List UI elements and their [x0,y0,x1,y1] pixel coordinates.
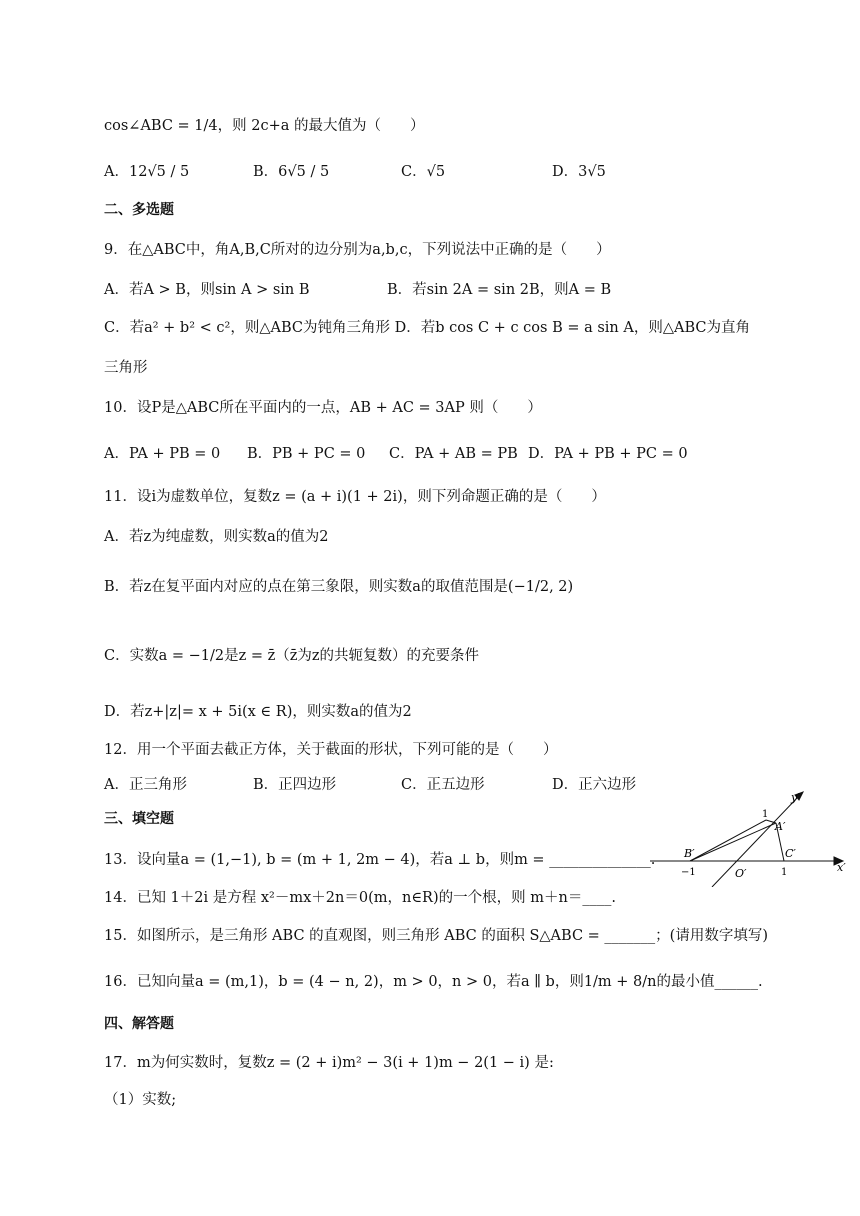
q8-stem [104,116,425,136]
label-one-top: 1 [762,809,769,820]
q8-stem-text: cos∠ABC = 1/4，则 2c+a 的最大值为（ ） [104,118,425,134]
q12-option-b: B．正四边形 [253,777,337,793]
label-one: 1 [781,867,788,878]
q10-option-d: D．PA + PB + PC = 0 [528,446,688,462]
label-y-axis: y′ [791,791,800,804]
q10-stem: 10．设P是△ABC所在平面内的一点，AB + AC = 3AP 则（ ） [104,400,542,416]
q11-option-a: A．若z为纯虚数，则实数a的值为2 [104,529,329,545]
q8-option-a: A．12√5 / 5 [104,164,190,180]
q8-option-b: B．6√5 / 5 [253,164,330,180]
q14-stem: 14．已知 1＋2i 是方程 x²－mx＋2n＝0(m，n∈R)的一个根，则 m＋n＝____. [104,890,616,906]
q11-option-d: D．若z+|z|= x + 5i(x ∈ R)，则实数a的值为2 [104,704,412,720]
q11-option-b: B．若z在复平面内对应的点在第三象限，则实数a的取值范围是(−1/2, 2) [104,579,574,595]
q10-option-c: C．PA + AB = PB [389,446,518,462]
q16-stem: 16．已知向量a = (m,1)，b = (4 − n, 2)，m > 0，n > 0，若a ∥ b，则1/m + 8/n的最小值______. [104,974,763,990]
label-o: O′ [735,867,747,880]
q13-stem: 13．设向量a = (1,−1), b = (m + 1, 2m − 4)，若a ⊥ b，则m = ______________. [104,852,656,868]
q8-option-d: D．3√5 [552,164,606,180]
q12-option-a: A．正三角形 [104,777,187,793]
q8-option-c: C．√5 [401,164,446,180]
q9-option-d-cont: 三角形 [104,360,148,376]
q9-option-b: B．若sin 2A = sin 2B，则A = B [387,282,612,298]
section-answer: 四、解答题 [104,1016,174,1032]
q9-option-cd: C．若a² + b² < c²，则△ABC为钝角三角形 D．若b cos C + c cos B = a sin A，则△ABC为直角 [104,320,750,336]
oblique-figure [648,787,848,887]
q10-option-a: A．PA + PB = 0 [104,446,221,462]
segment-b-one [690,820,766,861]
q17-part-1: （1）实数; [104,1092,177,1108]
segment-b-a [690,823,776,861]
q10-option-b: B．PB + PC = 0 [247,446,366,462]
section-multi-choice: 二、多选题 [104,202,174,218]
q12-option-c: C．正五边形 [401,777,485,793]
label-x-axis: x′ [837,861,846,874]
label-a: A′ [775,820,786,833]
section-fill-blank: 三、填空题 [104,811,174,827]
q17-stem: 17．m为何实数时，复数z = (2 + i)m² − 3(i + 1)m − 2(1 − i) 是: [104,1055,554,1071]
q11-stem: 11．设i为虚数单位，复数z = (a + i)(1 + 2i)，则下列命题正确的是（ ） [104,489,606,505]
q9-option-a: A．若A > B，则sin A > sin B [104,282,310,298]
label-neg-one: −1 [681,867,696,878]
q12-option-d: D．正六边形 [552,777,637,793]
q9-stem: 9．在△ABC中，角A,B,C所对的边分别为a,b,c，下列说法中正确的是（ ） [104,242,611,258]
q15-stem: 15．如图所示，是三角形 ABC 的直观图，则三角形 ABC 的面积 S△ABC = _______；(请用数字填写) [104,928,768,944]
label-c: C′ [785,847,796,860]
q11-option-c: C．实数a = −1/2是z = z̄（z̄为z的共轭复数）的充要条件 [104,648,480,664]
q12-stem: 12．用一个平面去截正方体，关于截面的形状，下列可能的是（ ） [104,742,558,758]
label-b: B′ [684,847,695,860]
